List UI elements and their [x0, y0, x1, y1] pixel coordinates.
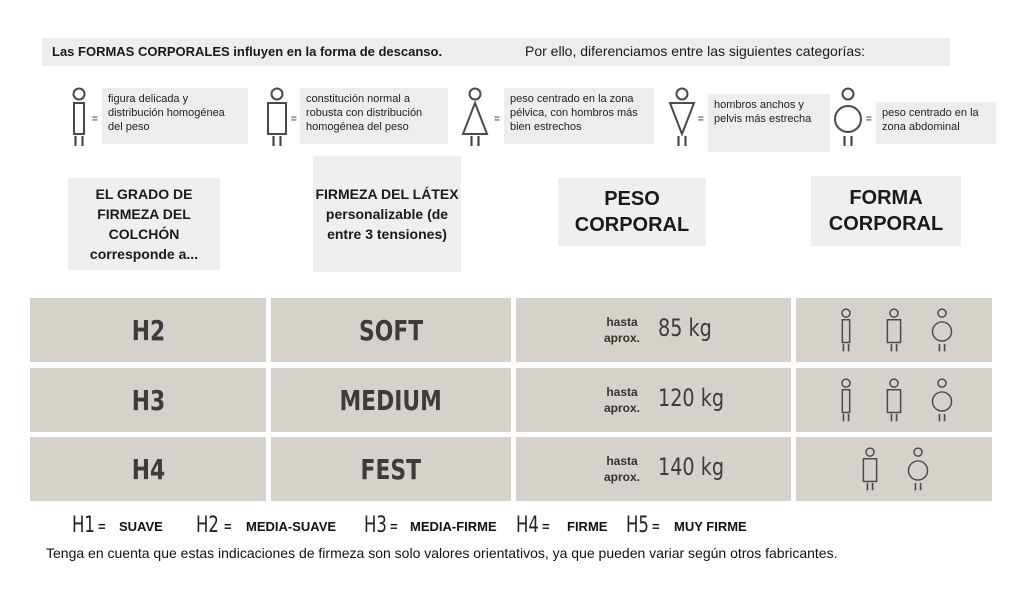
weight-cell [516, 437, 791, 501]
body-type-desc-slim: figura delicada y distribución homogénea del peso [102, 88, 248, 144]
firmness-cell [271, 368, 511, 432]
weight-cell [516, 368, 791, 432]
normal-figure-icon [883, 375, 905, 425]
round-figure-icon [833, 86, 863, 148]
intro-subtitle: Por ello, diferenciamos entre las siguientes categorías: [525, 43, 866, 59]
normal-figure-icon [859, 444, 881, 494]
header-latex-firmness: FIRMEZA DEL LÁTEX personalizable (de entre 3 tensiones) [313, 156, 461, 272]
round-figure-icon [907, 444, 929, 494]
weight-prefix: hasta aprox. [603, 315, 640, 345]
grade-cell [30, 298, 266, 362]
equals-sign: = [494, 114, 500, 125]
pear-figure-icon [460, 86, 490, 148]
body-type-desc-normal: constitución normal a robusta con distribución homogénea del peso [300, 88, 448, 144]
weight-cell [516, 298, 791, 362]
equals-sign: = [698, 114, 704, 125]
legend-code-h3: H3 [364, 513, 387, 538]
equals-sign: = [92, 114, 98, 125]
legend-eq: = [224, 519, 232, 534]
shape-cell [796, 437, 992, 501]
legend-eq: = [390, 519, 398, 534]
legend-code-h5: H5 [626, 513, 649, 538]
legend-code-h2: H2 [196, 513, 219, 538]
firmness-label: MEDIUM [339, 383, 443, 417]
equals-sign: = [291, 114, 297, 125]
grade-label: H4 [131, 452, 165, 486]
legend-label-h3: MEDIA-FIRME [410, 519, 497, 534]
legend-label-h1: SUAVE [119, 519, 163, 534]
legend-label-h2: MEDIA-SUAVE [246, 519, 337, 534]
slim-figure-icon [835, 305, 857, 355]
slim-figure-icon [64, 86, 94, 148]
legend-code-h1: H1 [72, 513, 95, 538]
weight-prefix: hasta aprox. [603, 454, 640, 484]
firmness-label: SOFT [358, 313, 424, 347]
header-body-weight: PESO CORPORAL [558, 178, 706, 246]
firmness-cell [271, 437, 511, 501]
legend-label-h5: MUY FIRME [674, 519, 747, 534]
legend-eq: = [652, 519, 660, 534]
shape-cell [796, 368, 992, 432]
grade-cell [30, 368, 266, 432]
weight-value: 85 kg [658, 314, 712, 342]
equals-sign: = [866, 114, 872, 125]
footnote: Tenga en cuenta que estas indicaciones de firmeza son solo valores orientativos, ya que pueden variar según otros fabricantes. [46, 545, 838, 561]
shape-cell [796, 298, 992, 362]
body-type-desc-round: peso centrado en la zona abdominal [876, 102, 996, 144]
round-figure-icon [931, 375, 953, 425]
normal-figure-icon [883, 305, 905, 355]
body-type-desc-inverted-triangle: hombros anchos y pelvis más estrecha [708, 94, 830, 152]
legend-label-h4: FIRME [567, 519, 608, 534]
legend-eq: = [542, 519, 550, 534]
weight-prefix: hasta aprox. [603, 385, 640, 415]
weight-value: 140 kg [658, 453, 725, 481]
body-type-desc-pear: peso centrado en la zona pélvica, con hombros más bien estrechos [504, 88, 654, 144]
firmness-label: FEST [360, 452, 422, 486]
inverted-triangle-figure-icon [667, 86, 697, 148]
header-mattress-grade: EL GRADO DE FIRMEZA DEL COLCHÓN corresponde a... [68, 178, 220, 270]
grade-cell [30, 437, 266, 501]
weight-value: 120 kg [658, 384, 725, 412]
grade-label: H3 [131, 383, 165, 417]
legend-code-h4: H4 [516, 513, 539, 538]
round-figure-icon [931, 305, 953, 355]
header-body-shape: FORMA CORPORAL [811, 176, 961, 246]
intro-title: Las FORMAS CORPORALES influyen en la forma de descanso. [52, 44, 443, 59]
legend-eq: = [98, 519, 106, 534]
firmness-cell [271, 298, 511, 362]
slim-figure-icon [835, 375, 857, 425]
normal-figure-icon [262, 86, 292, 148]
grade-label: H2 [131, 313, 165, 347]
